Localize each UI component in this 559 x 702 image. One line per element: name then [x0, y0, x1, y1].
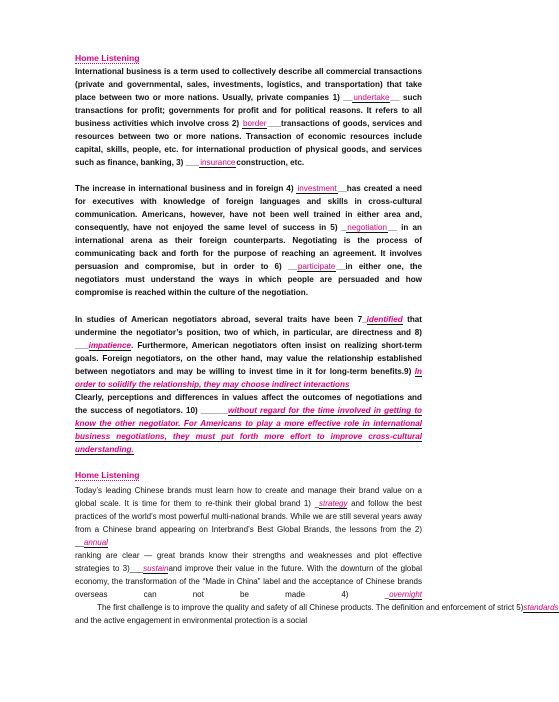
answer-4: investment — [297, 184, 337, 193]
section-title-1: Home Listening — [75, 53, 140, 63]
answer-5: negotiation — [347, 222, 387, 232]
answer-2: border — [242, 118, 267, 128]
answer-9: In order to solidify the relationship, they may choose indirect interactions — [75, 366, 422, 389]
paragraph-1: International business is a term used to collectively describe all commercial transactions (private and governmental, sales, investments, logistics, and transportation) that take place between two or more nations. Usually, private companies 1) __undertake__ such transactions for profit; governments for profit and for political reasons. It refers to all business activities which involve cross 2) border___transactions of goods, services and resources between two or more nations. Transaction of economic resources include capital, skills, people, etc. for international production of physical goods, and services such as finance, banking, 3) ___insuranceconstruction, etc. — [75, 67, 422, 167]
paragraph-3: In studies of American negotiators abroad, several traits have been 7_identified that undermine the negotiator’s position, two of which, in particular, are directness and 8) ___impatience. Furthermore, American negotiators often insist on realizing short-term goals. Foreign negotiators, on the other hand, may value the relationship established between negotiators and may be willing to invest time in it for long-term benefits.9) In order to solidify the relationship, they may choose indirect interactions Clearly, perceptions and differences in values affect the outcomes of negotiations and the success of negotiators. 10) ______without regard for the time involved in getting to know the other negotiator. For Americans to play a more effective role in international business negotiations, they must put forth more effort to improve cross-cultural understanding. — [75, 315, 423, 454]
answer-2-4: overnight — [389, 589, 422, 599]
paragraph-4: Today’s leading Chinese brands must learn how to create and manage their brand value on a global scale. It is time for them to re-think their global brand 1) _strategy and follow the best practices of the world’s most powerful multi-national brands. While we are still several years away from a Chinese brand appearing on Interbrand’s Best Global Brands, the lessons from the 2) __annual ranking are clear — great brands know their strengths and weaknesses and plot effective strategies to 3)___sustainand improve their value in the future. With the downturn of the global economy, the transformation of the “Made in China” label and the acceptance of Chinese brands overseas can not be made 4) _overnight The first challenge is to improve the quality and safety of all Chinese products. The definition and enforcement of strict 5)standards and the active engagement in environmental protection is a social — [75, 486, 559, 625]
answer-2-1: strategy — [319, 498, 348, 508]
answer-7: identified — [366, 315, 403, 324]
answer-6: participate — [297, 261, 336, 271]
paragraph-2: The increase in international business and in foreign 4) investment__has created a need for executives with knowledge of foreign languages and skills in cross-cultural communication. Americans, however, have not been well trained in either area and, consequently, have not enjoyed the same level of success in 5) _negotiation__ in an international arena as their foreign counterparts. Negotiating is the process of communicating back and forth for the purpose of reaching an agreement. It involves persuasion and compromise, but in order to 6) __participate__in either one, the negotiators must understand the ways in which people are persuaded and how compromise is reached within the culture of the negotiation. — [75, 184, 423, 297]
section-title-2: Home Listening — [75, 470, 140, 480]
answer-1: undertake — [353, 92, 390, 102]
answer-2-2: annual — [83, 537, 108, 547]
answer-2-5: standards — [523, 602, 559, 612]
answer-2-3: sustain — [143, 563, 169, 573]
answer-8: impatience — [88, 340, 132, 350]
answer-10: without regard for the time involved in getting to know the other negotiator. For Americans to play a more effective role in international business negotiations, they must put forth more effort to improve cross-cultural understanding. — [75, 405, 422, 454]
answer-3: insurance — [200, 157, 236, 167]
